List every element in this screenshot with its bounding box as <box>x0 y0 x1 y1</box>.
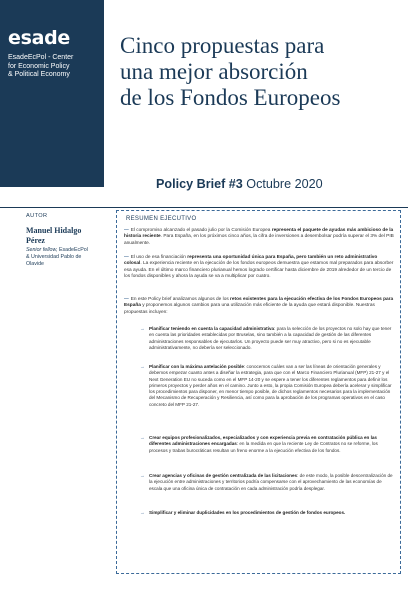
proposal-item: → Planificar teniendo en cuenta la capacidad administrativa: para la selección de los proyectos no solo hay que tener en cuenta las prioridades establecidas por Bruselas, sino también a la capacidad de gestión de las diferentes administraciones responsables de ejecutarlos. Un proyecto puede ser muy atractivo, pero si no es ejecutable administrativamente, no debería ser seleccionado. <box>140 326 392 350</box>
executive-summary-box <box>116 210 401 574</box>
summary-heading: RESUMEN EJECUTIVO <box>126 216 197 222</box>
proposal-item: → Crear equipos profesionalizados, especializados y con experiencia previa en contratación pública en las diferentes administraciones encargadas: en la medida en que la reciente Ley de Contratos no se reforme, los procesos y trabas burocráticas resultan un freno enorme a la ejecución efectiva de los fondos. <box>140 435 378 453</box>
document-title <box>120 33 400 111</box>
author-name-line: Manuel Hidalgo <box>26 226 82 235</box>
brand-panel <box>0 0 104 187</box>
org-line: & Political Economy <box>8 71 70 79</box>
title-line: Cinco propuestas para <box>120 33 325 58</box>
policy-brief-line <box>156 177 323 191</box>
author-section-label: AUTOR <box>26 213 48 219</box>
summary-paragraph: — En este Policy brief analizamos algunos de los retos existentes para la ejecución efectiva de los Fondos Europeos para España y proponemos algunos cambios para una utilización más eficiente de la ayuda que estará disponible. Nuestras propuestas incluyen: <box>124 297 394 315</box>
author-role-line: EsadeEcPol <box>57 247 88 253</box>
author-role-line: & Universidad Pablo de <box>26 254 82 260</box>
org-name <box>8 54 102 80</box>
esade-logo: esade <box>8 27 71 49</box>
title-line: una mejor absorción <box>120 59 308 84</box>
brief-date: Octubre 2020 <box>242 177 323 191</box>
org-line: EsadeEcPol - Center <box>8 54 74 61</box>
brief-label: Policy Brief #3 <box>156 177 243 191</box>
proposal-item: → Planificar con la máxima antelación posible: conocemos cuáles van a ser las líneas de orientación generales y debemos empezar cuanto antes a diseñar la estrategia, para que con el Marco Financiero Plurianual (MFP) 21-27 y el Next Generation EU no suceda como en el MFP 14-20 y se espere a tener los diferentes reglamentos para definir los primeros proyectos y perder años en el camino. Junto a esto, la propia Comisión Europea debería acelerar y simplificar los procedimientos para disponer, en menor tiempo posible, de dichos reglamentos necesarios para la implementación del Mecanismo de Recuperación y Resiliencia, así como para la aprobación de los programas operativos en el caso concreto del MFP 21-27. <box>140 364 392 407</box>
title-line: de los Fondos Europeos <box>120 85 341 110</box>
proposal-item: → Crear agencias y oficinas de gestión centralizada de las licitaciones: de este modo, la posible descentralización de la ejecución entre administraciones y territorios podría compensarse con el aprovechamiento de las economías de escala que una oficina única de contratación en cada administración podría desplegar. <box>140 473 393 491</box>
org-line: for Economic Policy <box>8 62 70 70</box>
author-role-italic: Senior fellow, <box>26 247 58 253</box>
author-role-line: Olavide <box>26 261 44 267</box>
arrow-icon: → <box>140 473 145 478</box>
summary-paragraph: — El uso de esa financiación representa una oportunidad única para España, pero también un reto administrativo colosal. La experiencia reciente en la ejecución de los fondos europeos demuestra que estamos mal preparados para absorber esa ayuda. En el último marco financiero plurianual hemos logrado certificar hasta diciembre de 2019 alrededor de un tercio de los fondos disponibles y ahora la ayuda se va a multiplicar por cuatro. <box>124 255 394 280</box>
author-name <box>26 226 106 245</box>
summary-paragraph: — El compromiso alcanzado el pasado julio por la Comisión Europea representa el paquete de ayudas más ambicioso de la historia reciente. Para España, en los próximos cinco años, la cifra de inversiones a desembolsar podría superar el 3% del PIB anualmente. <box>124 228 394 246</box>
author-name-line: Pérez <box>26 235 45 245</box>
arrow-icon: → <box>140 364 145 369</box>
author-affiliation <box>26 247 108 268</box>
arrow-icon: → <box>140 510 145 515</box>
arrow-icon: → <box>140 326 145 331</box>
proposal-item: → Simplificar y eliminar duplicidades en los procedimientos de gestión de fondos europeos. <box>140 510 346 515</box>
arrow-icon: → <box>140 435 145 440</box>
divider <box>0 207 408 208</box>
